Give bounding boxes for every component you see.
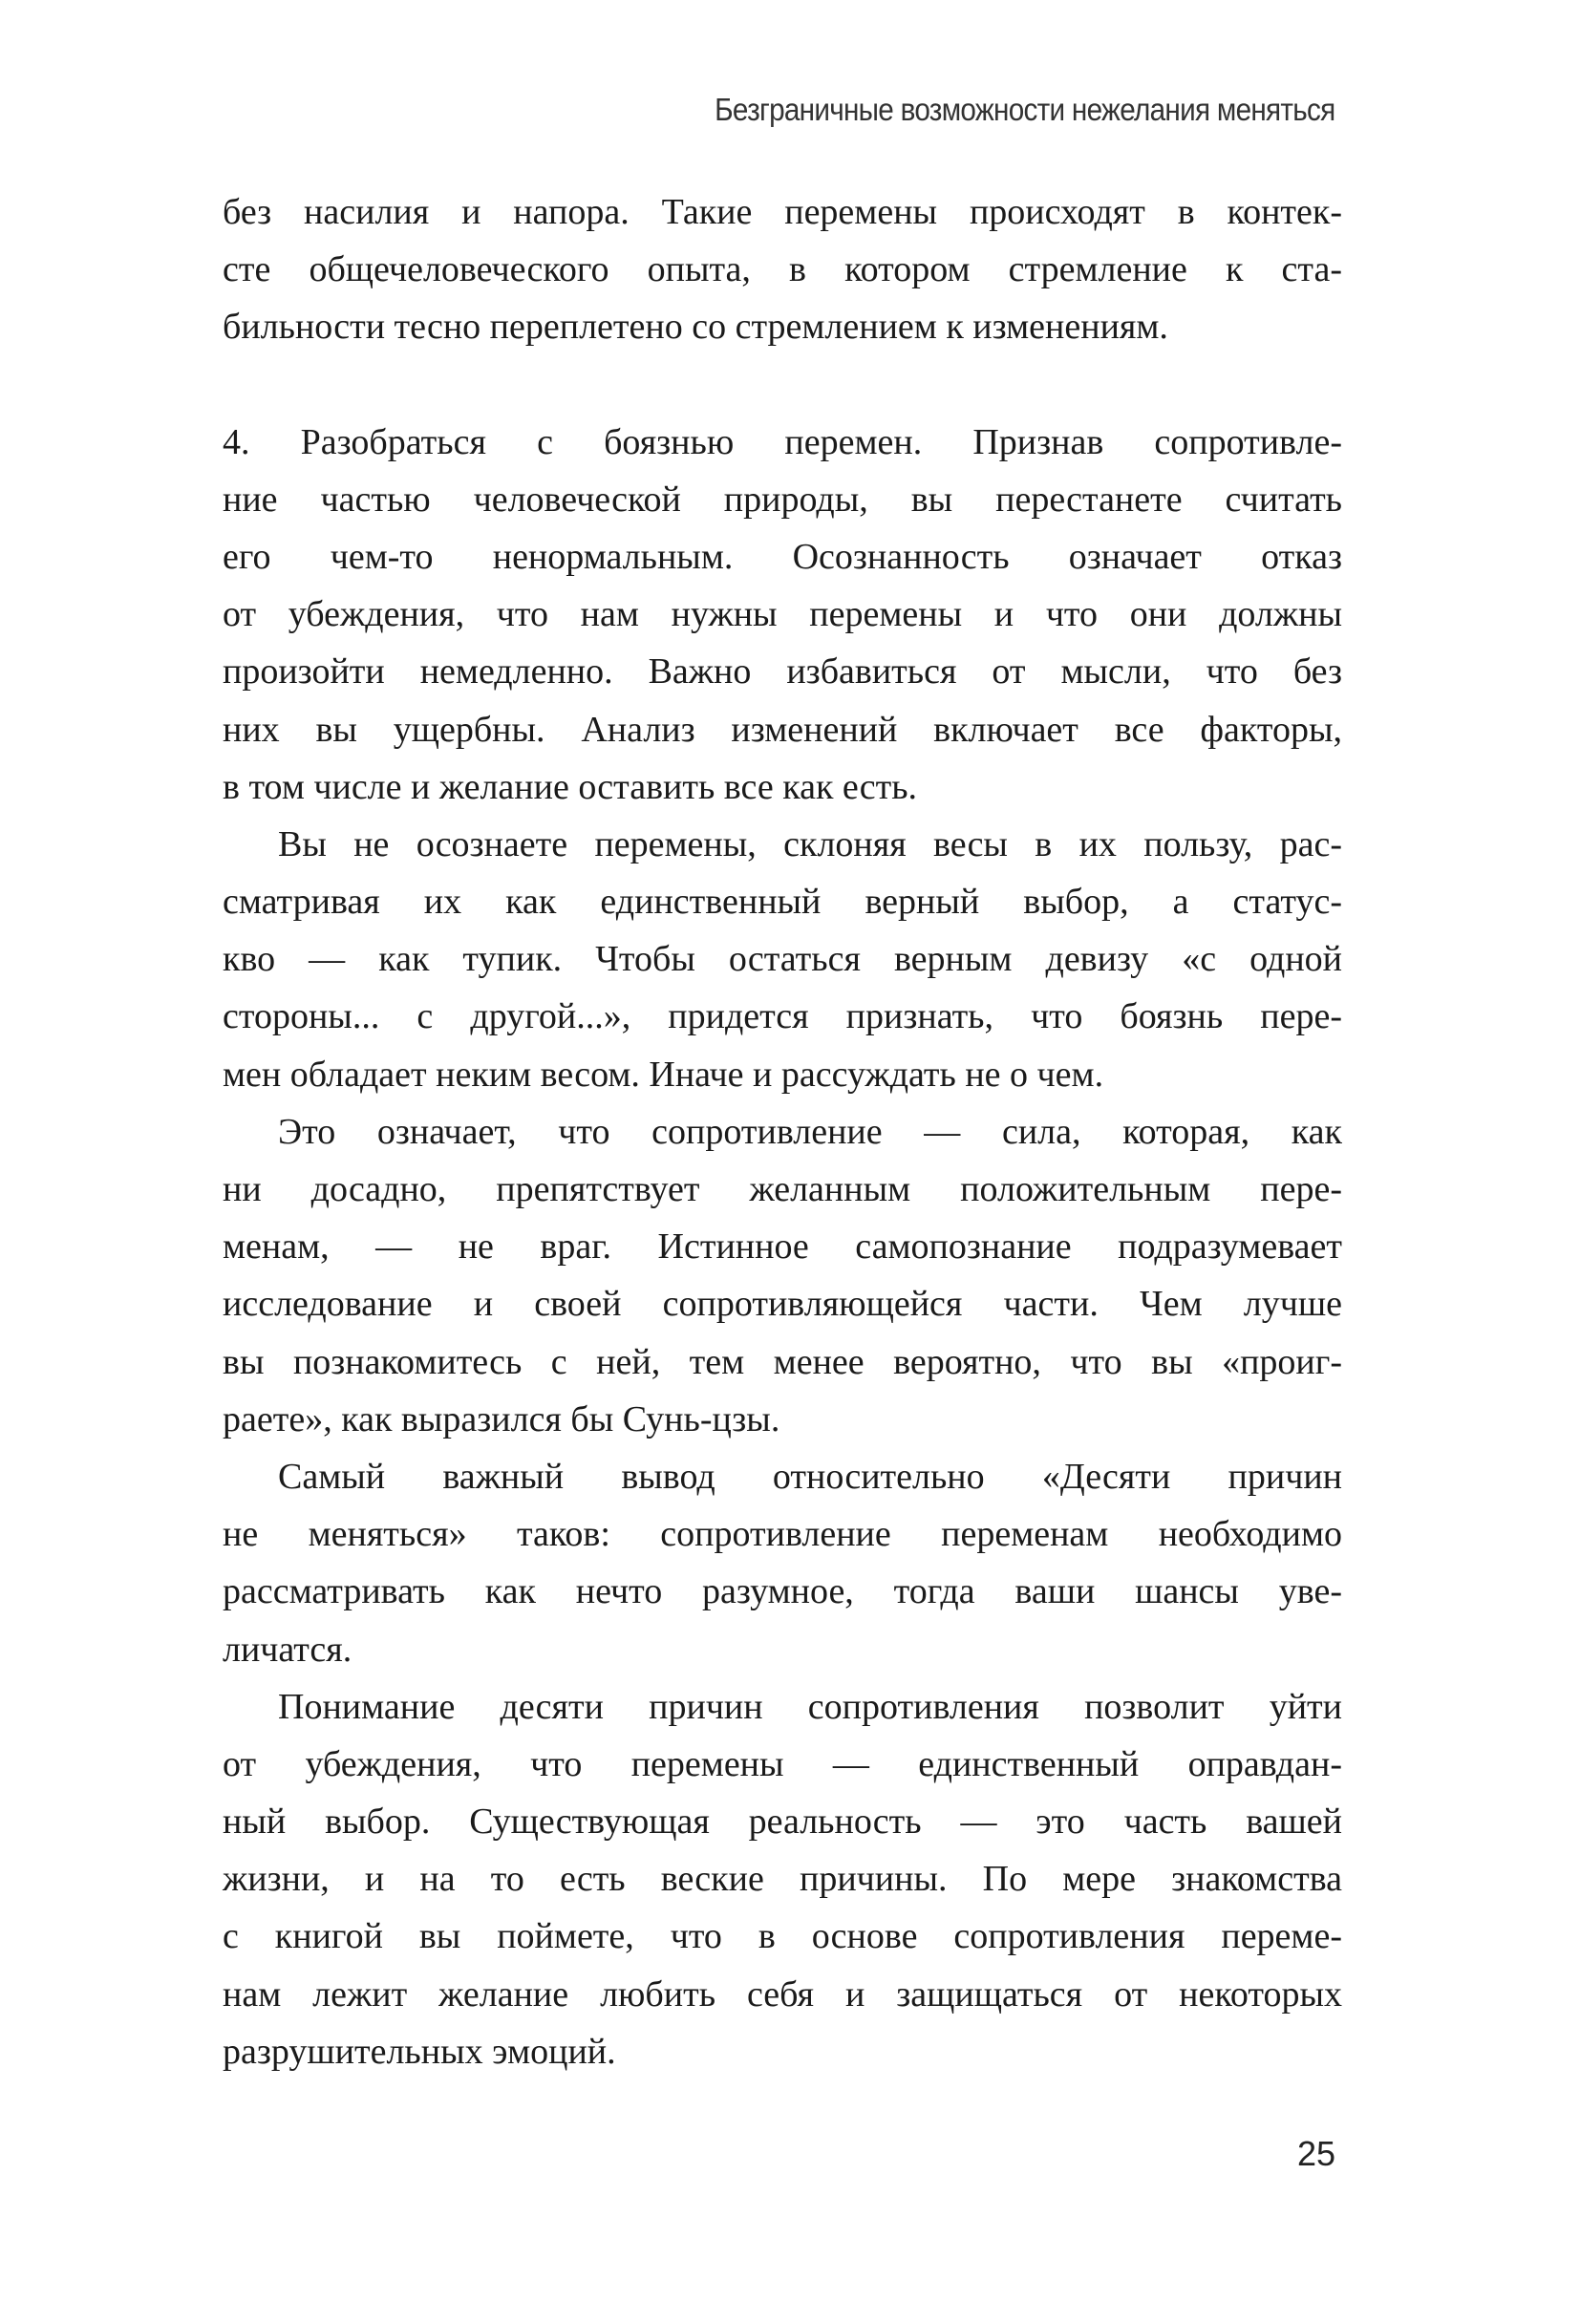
paragraph — [223, 414, 1342, 816]
text-line: нам лежит желание любить себя и защищаться от некоторых — [223, 1973, 1342, 2015]
paragraph — [223, 1103, 1342, 1448]
text-line: Вы не осознаете перемены, склоняя весы в их пользу, рас- — [278, 823, 1342, 864]
text-line: Это означает, что сопротивление — сила, которая, как — [278, 1111, 1342, 1152]
text-line: сте общечеловеческого опыта, в котором стремление к ста- — [223, 249, 1342, 290]
paragraph — [223, 1448, 1342, 1678]
text-line: произойти немедленно. Важно избавиться от мысли, что без — [223, 651, 1342, 693]
text-line: от убеждения, что перемены — единственный оправдан- — [223, 1743, 1342, 1784]
text-line: вы познакомитесь с ней, тем менее вероятно, что вы «проиг- — [223, 1341, 1342, 1382]
text-line: от убеждения, что нам нужны перемены и что они должны — [223, 594, 1342, 635]
text-line: 4. Разобраться с боязнью перемен. Признав сопротивле- — [223, 421, 1342, 462]
text-line: Самый важный вывод относительно «Десяти причин — [278, 1456, 1342, 1497]
page-body — [223, 183, 1342, 2080]
text-line: его чем-то ненормальным. Осознанность означает отказ — [223, 536, 1342, 577]
text-line: личатся. — [223, 1629, 352, 1670]
text-line: мен обладает неким весом. Иначе и рассуждать не о чем. — [223, 1054, 1104, 1095]
text-line: в том числе и желание оставить все как есть. — [223, 766, 918, 807]
text-line: бильности тесно переплетено со стремлением к изменениям. — [223, 307, 1168, 348]
text-line: Понимание десяти причин сопротивления позволит уйти — [278, 1686, 1342, 1727]
page-number: 25 — [1296, 2134, 1335, 2173]
text-line: раете», как выразился бы Сунь-цзы. — [223, 1398, 780, 1439]
text-line: сматривая их как единственный верный выбор, а статус- — [223, 882, 1342, 923]
text-line: стороны... с другой...», придется признать, что боязнь пере- — [223, 996, 1342, 1037]
text-line: кво — как тупик. Чтобы остаться верным девизу «с одной — [223, 939, 1342, 980]
paragraph — [223, 183, 1342, 356]
text-line: них вы ущербны. Анализ изменений включает все факторы, — [223, 709, 1342, 750]
text-line: не меняться» таков: сопротивление переменам необходимо — [223, 1514, 1342, 1555]
text-line: исследование и своей сопротивляющейся части. Чем лучше — [223, 1284, 1342, 1325]
running-header: Безграничные возможности нежелания меняться — [715, 92, 1335, 127]
text-line: без насилия и напора. Такие перемены происходят в контек- — [223, 192, 1342, 232]
text-line: ни досадно, препятствует желанным положительным пере- — [223, 1169, 1342, 1209]
text-line: менам, — не враг. Истинное самопознание подразумевает — [223, 1226, 1342, 1268]
text-line: ние частью человеческой природы, вы перестанете считать — [223, 479, 1342, 520]
paragraph — [223, 1678, 1342, 2080]
text-line: ный выбор. Существующая реальность — это часть вашей — [223, 1802, 1342, 1843]
text-line: разрушительных эмоций. — [223, 2031, 616, 2072]
text-line: с книгой вы поймете, что в основе сопротивления переме- — [223, 1916, 1342, 1957]
paragraph — [223, 816, 1342, 1103]
text-line: рассматривать как нечто разумное, тогда ваши шансы уве- — [223, 1571, 1342, 1612]
text-line: жизни, и на то есть веские причины. По мере знакомства — [223, 1859, 1342, 1900]
